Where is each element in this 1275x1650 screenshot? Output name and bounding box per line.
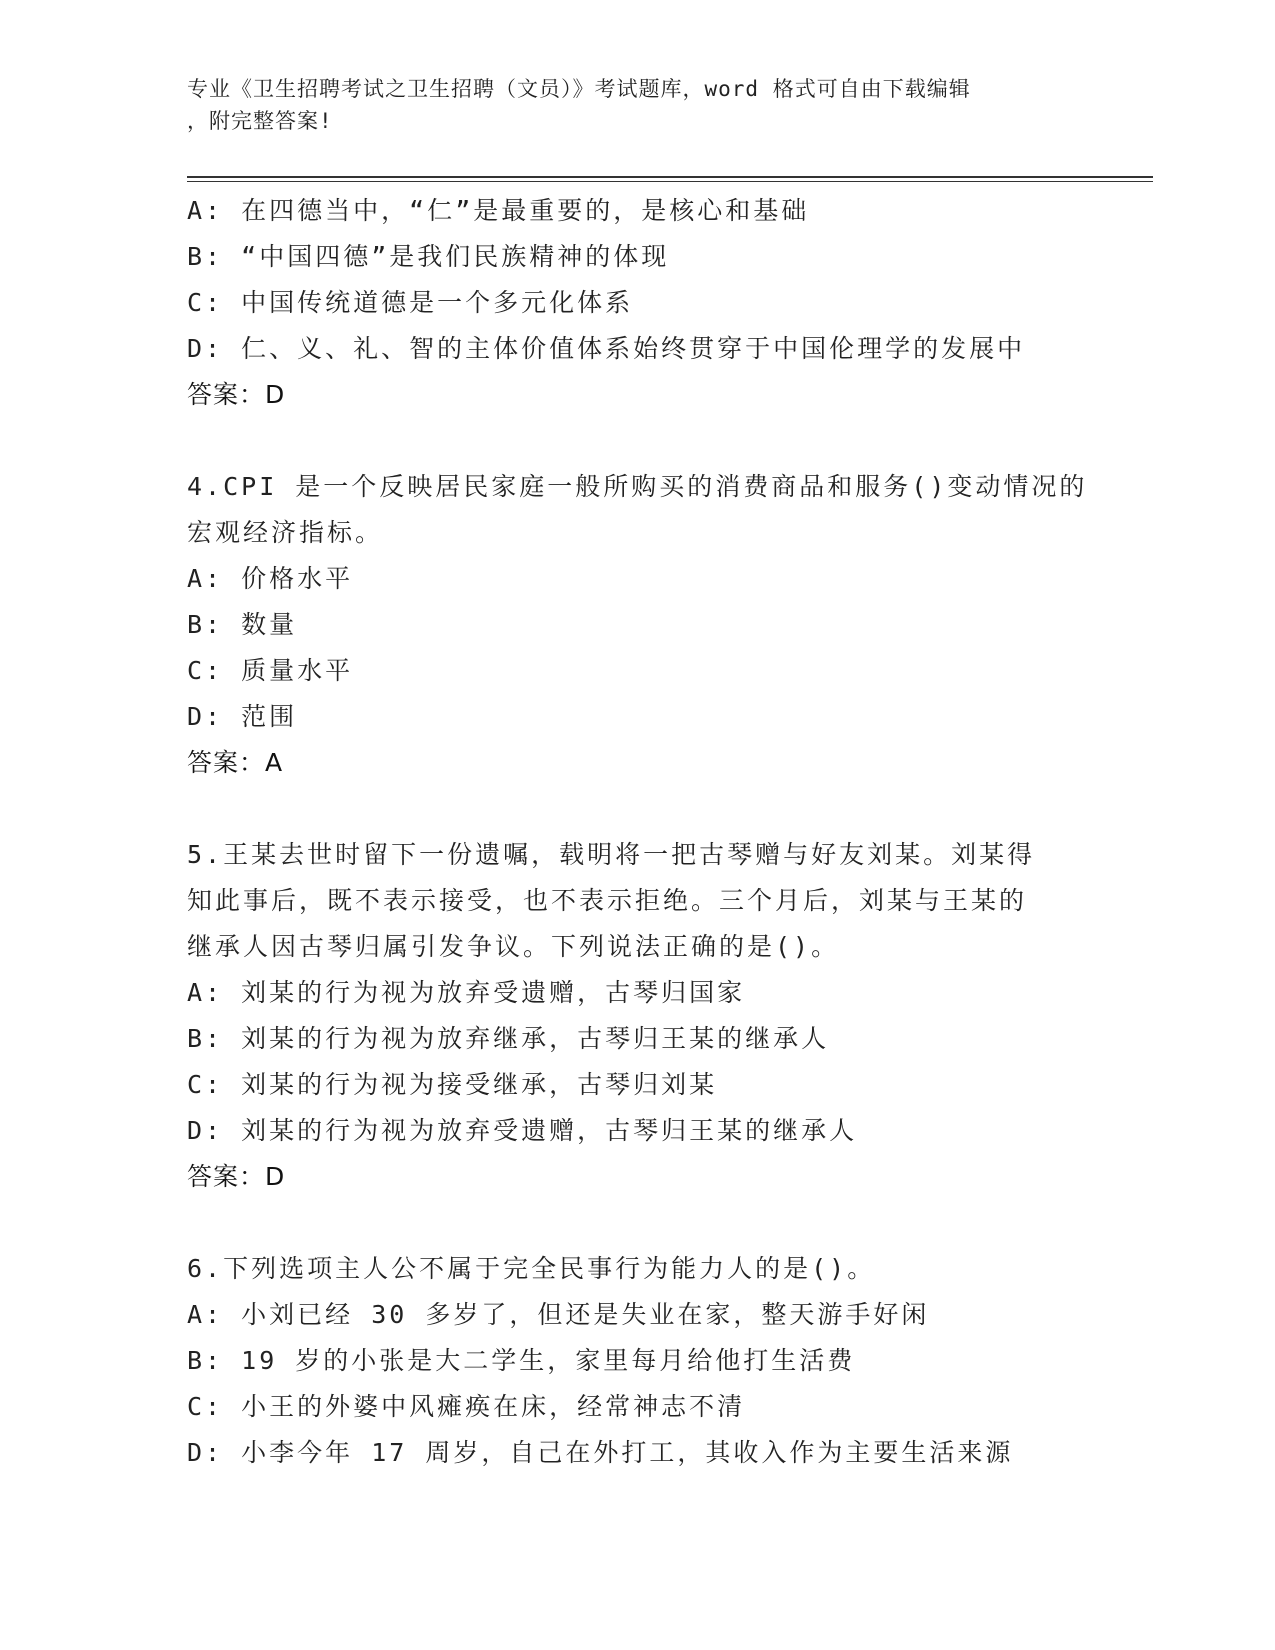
question-stem-line: 继承人因古琴归属引发争议。下列说法正确的是()。 — [187, 932, 840, 961]
answer-label: 答案：A — [187, 748, 284, 777]
question-list — [187, 188, 1087, 1476]
option-a: A: 价格水平 — [187, 564, 354, 593]
spacer — [187, 418, 1087, 464]
answer-label: 答案：D — [187, 380, 286, 409]
option-d: D: 小李今年 17 周岁，自己在外打工，其收入作为主要生活来源 — [187, 1438, 1014, 1467]
option-d: D: 仁、义、礼、智的主体价值体系始终贯穿于中国伦理学的发展中 — [187, 334, 1026, 363]
spacer — [187, 786, 1087, 832]
question-stem-line: 6.下列选项主人公不属于完全民事行为能力人的是()。 — [187, 1254, 876, 1283]
header-divider-thick — [187, 176, 1153, 178]
header-line-2: ，附完整答案! — [187, 109, 333, 133]
spacer — [187, 1200, 1087, 1246]
question-stem-line: 知此事后，既不表示接受，也不表示拒绝。三个月后，刘某与王某的 — [187, 886, 1028, 915]
question-5 — [187, 832, 1087, 1200]
option-b: B: 数量 — [187, 610, 298, 639]
option-b: B: “中国四德”是我们民族精神的体现 — [187, 242, 670, 271]
question-stem-line: 宏观经济指标。 — [187, 518, 384, 547]
header-line-1: 专业《卫生招聘考试之卫生招聘（文员）》考试题库，word 格式可自由下载编辑 — [187, 77, 971, 101]
question-3-continued — [187, 188, 1087, 418]
option-c: C: 小王的外婆中风瘫痪在床，经常神志不清 — [187, 1392, 746, 1421]
option-c: C: 刘某的行为视为接受继承，古琴归刘某 — [187, 1070, 718, 1099]
option-b: B: 19 岁的小张是大二学生，家里每月给他打生活费 — [187, 1346, 856, 1375]
option-c: C: 质量水平 — [187, 656, 354, 685]
option-d: D: 刘某的行为视为放弃受遗赠，古琴归王某的继承人 — [187, 1116, 858, 1145]
answer-label: 答案：D — [187, 1162, 286, 1191]
option-a: A: 刘某的行为视为放弃受遗赠，古琴归国家 — [187, 978, 746, 1007]
question-stem-line: 5.王某去世时留下一份遗嘱，载明将一把古琴赠与好友刘某。刘某得 — [187, 840, 1036, 869]
document-header — [187, 73, 1067, 137]
question-6 — [187, 1246, 1087, 1476]
question-stem-line: 4.CPI 是一个反映居民家庭一般所购买的消费商品和服务()变动情况的 — [187, 472, 1088, 501]
option-d: D: 范围 — [187, 702, 298, 731]
option-a: A: 在四德当中，“仁”是最重要的，是核心和基础 — [187, 196, 810, 225]
option-c: C: 中国传统道德是一个多元化体系 — [187, 288, 634, 317]
option-a: A: 小刘已经 30 多岁了，但还是失业在家，整天游手好闲 — [187, 1300, 930, 1329]
question-4 — [187, 464, 1087, 786]
option-b: B: 刘某的行为视为放弃继承，古琴归王某的继承人 — [187, 1024, 830, 1053]
header-divider-thin — [187, 181, 1153, 182]
